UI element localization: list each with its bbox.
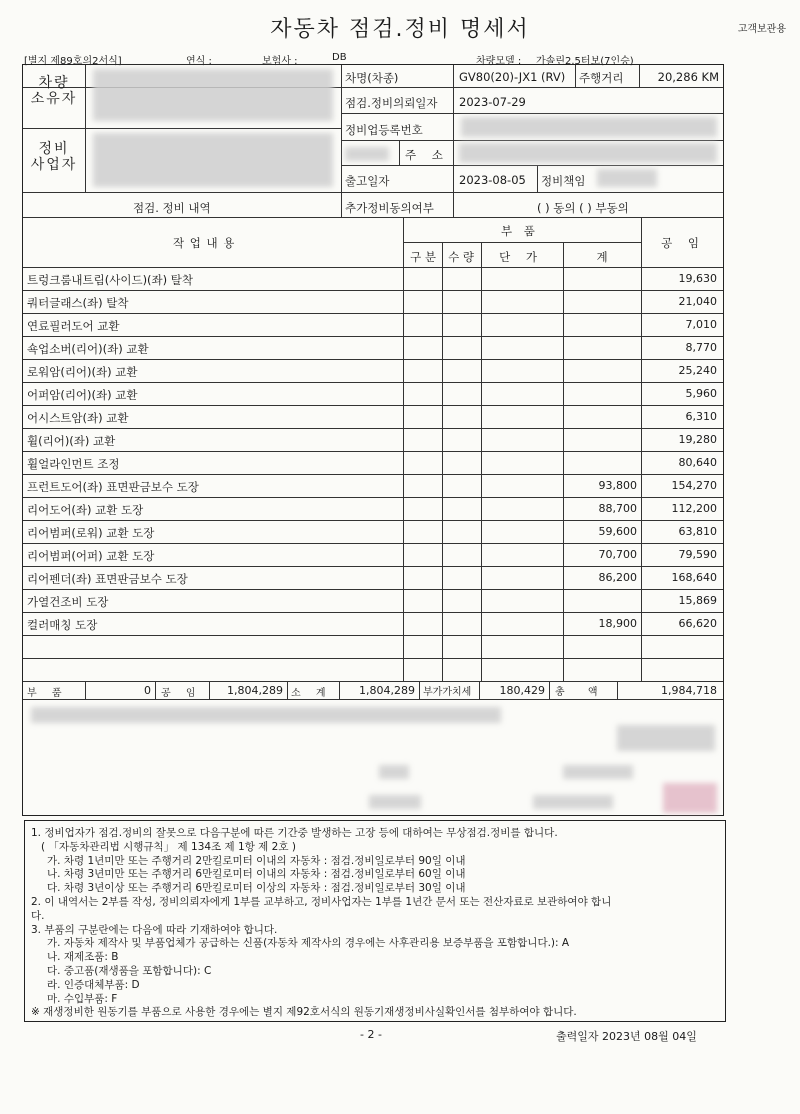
note-line: 2. 이 내역서는 2부를 작성, 정비의뢰자에게 1부를 교부하고, 정비사업자는 1부를 1년간 문서 또는 전산자료로 보관하여야 합니	[31, 896, 612, 908]
consent-label: 추가정비동의여부	[345, 201, 434, 215]
parts-header: 부 품	[501, 224, 539, 238]
address-label: 주 소	[405, 148, 449, 162]
rule	[453, 192, 454, 217]
note-line: 나. 재제조품: B	[47, 951, 119, 964]
release-date-label: 출고일자	[345, 174, 390, 188]
row-rule	[23, 428, 723, 429]
redacted-stamp	[617, 725, 715, 751]
note-line: 나. 차령 3년미만 또는 주행거리 6만킬로미터 이내의 자동차 : 점검.정비일로부터 60일 이내	[47, 868, 466, 881]
total-labor-label: 공 임	[161, 688, 202, 699]
column-rule	[442, 242, 443, 681]
labor-amount: 19,630	[678, 272, 717, 285]
vat-value: 180,429	[499, 684, 545, 697]
column-rule	[641, 217, 642, 681]
labor-header: 공 임	[661, 236, 705, 250]
request-date-label: 점검.정비의뢰일자	[345, 96, 438, 110]
parts-amount: 70,700	[598, 548, 637, 561]
rule	[575, 65, 576, 87]
row-rule	[23, 520, 723, 521]
manager-label: 정비책임	[541, 174, 586, 188]
print-date: 출력일자 2023년 08월 04일	[556, 1030, 697, 1043]
row-rule	[23, 405, 723, 406]
total-parts-value: 0	[144, 684, 151, 697]
row-rule	[23, 336, 723, 337]
labor-amount: 112,200	[671, 502, 717, 515]
work-item: 어퍼암(리어)(좌) 교환	[27, 388, 138, 402]
parts-amount: 18,900	[598, 617, 637, 630]
rule	[339, 681, 340, 699]
rule	[453, 140, 454, 192]
mileage-label: 주행거리	[579, 71, 624, 85]
document-title: 자동차 점검.정비 명세서	[270, 17, 530, 42]
mileage-value: 20,286 KM	[657, 70, 719, 84]
rule	[341, 87, 723, 88]
labor-amount: 66,620	[678, 617, 717, 630]
labor-amount: 80,640	[678, 456, 717, 469]
row-rule	[23, 635, 723, 636]
grand-total-value: 1,984,718	[661, 684, 717, 697]
notes-box	[24, 820, 726, 1022]
note-line: 다.	[31, 909, 45, 922]
row-rule	[23, 658, 723, 659]
rule	[419, 681, 420, 699]
redacted-registration	[461, 117, 717, 137]
vat-label: 부가가치세	[423, 687, 472, 698]
redacted-mark	[563, 765, 633, 779]
labor-amount: 25,240	[678, 364, 717, 377]
shop-label: 정비 사업자	[30, 141, 78, 173]
rule	[403, 242, 641, 243]
work-item: 리어펜더(좌) 표면판금보수 도장	[27, 572, 188, 586]
note-line: 1. 정비업자가 점검.정비의 잘못으로 다음구분에 따른 기간중 발생하는 고장 등에 대하여는 무상점검.정비를 합니다.	[31, 827, 558, 839]
labor-amount: 8,770	[685, 341, 717, 354]
column-rule	[481, 242, 482, 681]
model-year-label: 연식 :	[186, 56, 212, 67]
rule	[341, 113, 723, 114]
form-number: [별지 제89호의2서식]	[24, 56, 122, 67]
owner-label: 차량 소유자	[30, 75, 78, 107]
release-date-value: 2023-08-05	[459, 173, 526, 187]
work-item: 리어범퍼(어퍼) 교환 도장	[27, 549, 155, 563]
row-rule	[23, 359, 723, 360]
car-name-label: 차명(차종)	[345, 71, 399, 85]
statement-table	[22, 64, 724, 816]
note-line: 가. 자동차 제작사 및 부품업체가 공급하는 신품(자동차 제작사의 경우에는 사후관리용 보증부품을 포함합니다.): A	[47, 937, 570, 950]
redacted-mark	[369, 795, 421, 809]
rule	[23, 267, 723, 268]
labor-amount: 63,810	[678, 525, 717, 538]
grand-total-label: 총 액	[555, 687, 608, 698]
subtotal-value: 1,804,289	[359, 684, 415, 697]
note-line: 마. 수입부품: F	[47, 992, 118, 1005]
rule	[479, 681, 480, 699]
row-rule	[23, 589, 723, 590]
redacted-seal	[663, 783, 717, 813]
note-line: 다. 중고품(재생품을 포함합니다): C	[47, 965, 212, 977]
total-parts-label: 부 품	[27, 688, 68, 699]
redacted-line	[31, 707, 501, 723]
note-line: 라. 인증대체부품: D	[47, 978, 140, 991]
note-line: 다. 차령 3년이상 또는 주행거리 6만킬로미터 이상의 자동차 : 점검.정비일로부터 30일 이내	[47, 882, 466, 895]
rule	[209, 681, 210, 699]
redacted-mark	[379, 765, 409, 779]
column-rule	[403, 217, 404, 681]
work-item: 가열건조비 도장	[27, 595, 109, 609]
parts-amount: 93,800	[598, 479, 637, 492]
row-rule	[23, 566, 723, 567]
rule	[23, 128, 341, 129]
section-label: 점검. 정비 내역	[133, 201, 211, 215]
unit-price-header: 단 가	[499, 250, 543, 264]
note-line: ※ 재생정비한 원동기를 부품으로 사용한 경우에는 별지 제92호서식의 원동기재생정비사실확인서를 첨부하여야 합니다.	[31, 1006, 577, 1019]
rule	[23, 681, 723, 682]
work-item: 트렁크룸내트림(사이드)(좌) 탈착	[27, 273, 194, 287]
note-line: 3. 부품의 구분란에는 다음에 따라 기재하여야 합니다.	[31, 923, 278, 936]
rule	[23, 192, 723, 193]
rule	[549, 681, 550, 699]
note-line: ( 「자동차관리법 시행규칙」 제 134조 제 1항 제 2호 )	[41, 840, 296, 853]
redacted-owner	[93, 69, 333, 121]
labor-amount: 79,590	[678, 548, 717, 561]
qty-header: 수 량	[448, 250, 474, 264]
rule	[85, 65, 86, 192]
insurer-value: DB	[332, 52, 347, 63]
work-item: 쇽업소버(리어)(좌) 교환	[27, 342, 149, 356]
work-item: 어시스트암(좌) 교환	[27, 411, 129, 425]
parts-amount: 86,200	[598, 571, 637, 584]
work-item: 휠(리어)(좌) 교환	[27, 434, 116, 448]
note-line: 가. 차령 1년미만 또는 주행거리 2만킬로미터 이내의 자동차 : 점검.정비일로부터 90일 이내	[47, 854, 466, 867]
work-item: 로워암(리어)(좌) 교환	[27, 365, 138, 379]
work-item: 리어도어(좌) 교환 도장	[27, 503, 144, 517]
labor-amount: 154,270	[671, 479, 717, 492]
row-rule	[23, 382, 723, 383]
car-model-label: 차량모델 :	[476, 56, 522, 67]
row-rule	[23, 313, 723, 314]
rule	[287, 681, 288, 699]
rule	[341, 165, 723, 166]
row-rule	[23, 290, 723, 291]
consent-value: ( ) 동의 ( ) 부동의	[537, 201, 629, 215]
redacted-shop	[93, 133, 333, 187]
parts-sum-header: 계	[596, 250, 608, 264]
labor-amount: 6,310	[685, 410, 717, 423]
type-header: 구 분	[410, 250, 436, 264]
column-rule	[563, 242, 564, 681]
rule	[23, 217, 723, 218]
work-item: 휠얼라인먼트 조정	[27, 457, 120, 471]
car-model-value: 가솔린2.5터보(7인승)	[536, 56, 634, 67]
row-rule	[23, 612, 723, 613]
work-item: 프런트도어(좌) 표면판금보수 도장	[27, 480, 199, 494]
row-rule	[23, 497, 723, 498]
rule	[537, 165, 538, 192]
labor-amount: 21,040	[678, 295, 717, 308]
total-labor-value: 1,804,289	[227, 684, 283, 697]
parts-amount: 88,700	[598, 502, 637, 515]
redacted-mark	[533, 795, 613, 809]
subtotal-label: 소 계	[291, 688, 332, 699]
copy-label: 고객보관용	[737, 24, 786, 35]
labor-amount: 5,960	[685, 387, 717, 400]
row-rule	[23, 451, 723, 452]
row-rule	[23, 543, 723, 544]
work-item: 리어범퍼(로워) 교환 도장	[27, 526, 155, 540]
rule	[639, 65, 640, 87]
work-item: 컬러매칭 도장	[27, 618, 98, 632]
registration-no-label: 정비업등록번호	[345, 123, 423, 137]
rule	[453, 65, 454, 140]
labor-amount: 168,640	[671, 571, 717, 584]
row-rule	[23, 474, 723, 475]
insurer-label: 보험사 :	[262, 56, 298, 67]
rule	[23, 699, 723, 700]
work-item: 연료필러도어 교환	[27, 319, 120, 333]
redacted-address	[459, 143, 717, 163]
work-header: 작 업 내 용	[173, 236, 236, 250]
labor-amount: 19,280	[678, 433, 717, 446]
redacted-manager	[597, 169, 657, 187]
page-number: - 2 -	[360, 1028, 382, 1041]
redacted-name	[345, 147, 389, 161]
rule	[341, 65, 342, 217]
car-name-value: GV80(20)-JX1 (RV)	[459, 70, 566, 84]
rule	[399, 140, 400, 165]
labor-amount: 7,010	[685, 318, 717, 331]
labor-amount: 15,869	[678, 594, 717, 607]
rule	[617, 681, 618, 699]
work-item: 쿼터글래스(좌) 탈착	[27, 296, 129, 310]
rule	[85, 681, 86, 699]
request-date-value: 2023-07-29	[459, 95, 526, 109]
parts-amount: 59,600	[598, 525, 637, 538]
rule	[155, 681, 156, 699]
